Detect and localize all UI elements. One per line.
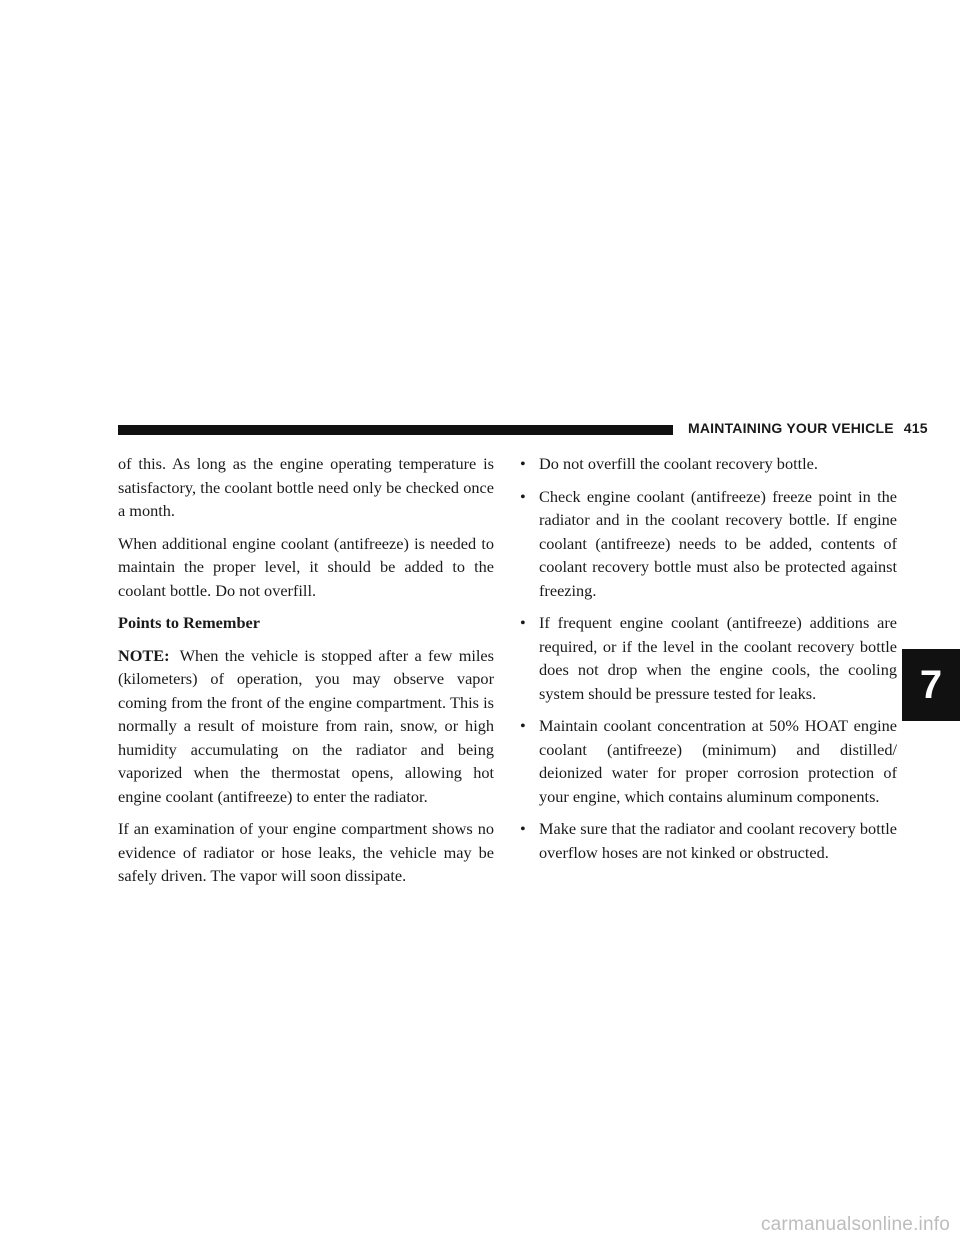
bullet-icon: • — [520, 819, 526, 838]
list-item — [520, 485, 897, 603]
bullet-icon: • — [520, 716, 526, 735]
running-header — [688, 420, 928, 436]
bullet-icon: • — [520, 613, 526, 632]
section-title: MAINTAINING YOUR VEHICLE — [688, 420, 894, 436]
paragraph-coolant-check: of this. As long as the engine operating temperature is satisfactory, the coolant bottle need only be checked once a month. — [118, 454, 494, 520]
note-paragraph — [118, 644, 494, 809]
bullet-text: If frequent engine coolant (antifreeze) additions are required, or if the level in the coolant recovery bottle does not drop when the engine cools, the cooling system should be pressure tested for leaks. — [539, 613, 897, 703]
list-item — [520, 817, 897, 864]
bullet-text: Maintain coolant concentration at 50% HOAT engine coolant (antifreeze) (minimum) and distilled/ deionized water for proper corrosion protection of your engine, which contains aluminum components. — [539, 716, 897, 806]
list-item — [520, 452, 897, 476]
left-column — [118, 452, 494, 897]
header-rule-bar — [118, 425, 673, 435]
watermark-text: carmanualsonline.info — [760, 1214, 950, 1235]
bullet-text: Make sure that the radiator and coolant recovery bottle overflow hoses are not kinked or obstructed. — [539, 819, 897, 862]
list-item — [520, 611, 897, 705]
page-number: 415 — [903, 420, 928, 436]
bullet-text: Do not overfill the coolant recovery bottle. — [539, 454, 818, 473]
right-column — [520, 452, 897, 873]
list-item — [520, 714, 897, 808]
bullet-icon: • — [520, 454, 526, 473]
note-label: NOTE: — [118, 645, 170, 665]
section-heading: Points to Remember — [118, 613, 260, 632]
chapter-number: 7 — [919, 662, 943, 707]
bullet-list — [520, 452, 897, 864]
paragraph-examination: If an examination of your engine compartment shows no evidence of radiator or hose leaks, the vehicle may be safely driven. The vapor will soon dissipate. — [118, 819, 494, 885]
chapter-tab — [902, 649, 960, 721]
paragraph-add-coolant: When additional engine coolant (antifreeze) is needed to maintain the proper level, it should be added to the coolant bottle. Do not overfill. — [118, 533, 494, 600]
bullet-text: Check engine coolant (antifreeze) freeze point in the radiator and in the coolant recovery bottle. If engine coolant (antifreeze) needs to be added, contents of coolant recovery bottle must also be protected against freezing. — [539, 486, 897, 600]
bullet-icon: • — [520, 486, 526, 506]
note-text: When the vehicle is stopped after a few miles (kilometers) of operation, you may observe vapor coming from the front of the engine compartment. This is normally a result of moisture from rain, snow, or high humidity accumulating on the radiator and being vaporized when the thermostat opens, allowing hot engine coolant (antifreeze) to enter the radiator. — [118, 645, 494, 806]
